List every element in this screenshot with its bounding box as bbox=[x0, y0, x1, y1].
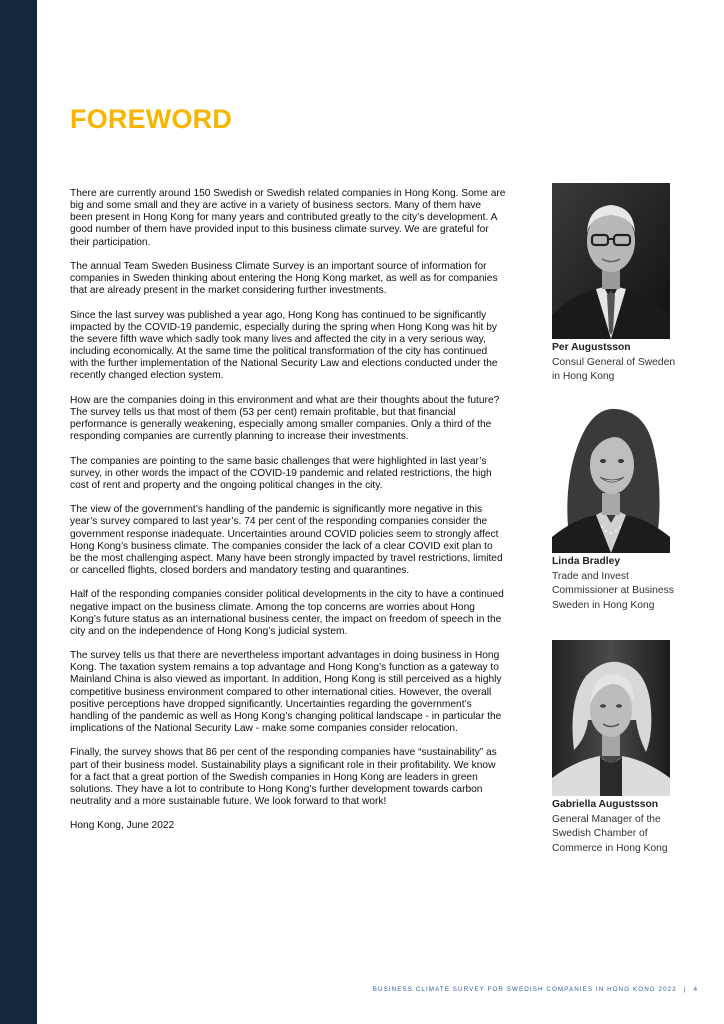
page-number: 4 bbox=[693, 986, 698, 993]
page-footer bbox=[373, 986, 698, 993]
signoff: Hong Kong, June 2022 bbox=[70, 820, 175, 832]
foreword-body bbox=[70, 188, 506, 845]
paragraph: The survey tells us that there are nevertheless important advantages in doing business in Hong Kong. The taxation system remains a top advantage and Hong Kong’s function as a gateway to Mainland China is also viewed as important. In addition, Hong Kong is still perceived as a highly competitive business environment compared to other international cities. However, the overall positive perceptions have dropped significantly. Uncertainties regarding the government’s handling of the pandemic as well as Hong Kong’s changing political landscape - in particular the implications of the National Security Law - make some companies consider relocation. bbox=[70, 650, 502, 735]
portrait-photo-gabriella-augustsson bbox=[552, 640, 670, 796]
footer-title: BUSINESS CLIMATE SURVEY FOR SWEDISH COMPANIES IN HONG KONG 2022 bbox=[372, 986, 677, 993]
profile-role: Trade and Invest Commissioner at Business Sweden in Hong Kong bbox=[552, 570, 674, 611]
profile-role: Consul General of Sweden in Hong Kong bbox=[552, 356, 676, 383]
profile-gabriella-augustsson bbox=[552, 640, 682, 856]
profile-name: Linda Bradley bbox=[552, 556, 621, 567]
paragraph: The companies are pointing to the same basic challenges that were highlighted in last year’s survey, in other words the impact of the COVID-19 pandemic and related restrictions, the high cost of rent and property and the ongoing political changes in the city. bbox=[70, 455, 492, 491]
paragraph: Since the last survey was published a year ago, Hong Kong has continued to be significantly impacted by the COVID-19 pandemic, especially during the spring when Hong Kong was hit by the severe fifth wave which sadly took many lives and affected the city in a very serious way, including economically. At the same time the political transformation of the city has continued with the further implementation of the National Security Law and elections conducted under the recently changed election system. bbox=[70, 309, 498, 382]
paragraph: Finally, the survey shows that 86 per cent of the responding companies have “sustainability” as part of their business model. Sustainability plays a significant role in their profitability. We know for a fact that a great portion of the Swedish companies in Hong Kong are leaders in green solutions. They have a lot to contribute to Hong Kong’s further development towards carbon neutrality and a more sustainable future. We look forward to that work! bbox=[70, 747, 497, 808]
paragraph: Half of the responding companies consider political developments in the city to have a continued negative impact on the business climate. Among the top concerns are worries about Hong Kong’s future status as an international business center, the impact on freedom of speech in the city and on the independence of Hong Kong’s judicial system. bbox=[70, 589, 504, 637]
paragraph: There are currently around 150 Swedish or Swedish related companies in Hong Kong. Some are big and some small and they are active in a variety of business sectors. Many of them have been present in Hong Kong for many years and contributed greatly to the city’s development. A good number of them have provided input to this business climate survey. We are grateful for their participation. bbox=[70, 188, 506, 248]
profile-name: Gabriella Augustsson bbox=[552, 799, 659, 810]
paragraph: The view of the government’s handling of the pandemic is significantly more negative in this year’s survey compared to last year’s. 74 per cent of the responding companies consider the government response inadequate. Uncertainties around COVID policies seem to strongly affect Hong Kong’s business climate. The companies consider the lack of a clear COVID exit plan to be the most challenging aspect. Many have been strongly impacted by travel restrictions, limited or cancelled flights, closed borders and mandatory testing and quarantines. bbox=[70, 504, 503, 576]
portrait-photo-per-augustsson bbox=[552, 183, 670, 339]
profile-per-augustsson bbox=[552, 183, 682, 385]
paragraph: How are the companies doing in this environment and what are their thoughts about the future? The survey tells us that most of them (53 per cent) remain profitable, but that financial performance is generally weakening, especially among smaller companies. Only a third of the responding companies are currently planning to increase their investments. bbox=[70, 394, 500, 443]
portrait-photo-linda-bradley bbox=[552, 397, 670, 553]
profile-role: General Manager of the Swedish Chamber of Commerce in Hong Kong bbox=[552, 813, 668, 854]
side-band bbox=[0, 0, 37, 1024]
profile-name: Per Augustsson bbox=[552, 342, 631, 353]
footer-separator: | bbox=[683, 986, 687, 993]
page-title: FOREWORD bbox=[70, 104, 233, 134]
paragraph: The annual Team Sweden Business Climate Survey is an important source of information for companies in Sweden thinking about entering the Hong Kong market, as well as for companies that are already present in the market considering further investments. bbox=[70, 260, 498, 297]
profile-linda-bradley bbox=[552, 397, 682, 613]
